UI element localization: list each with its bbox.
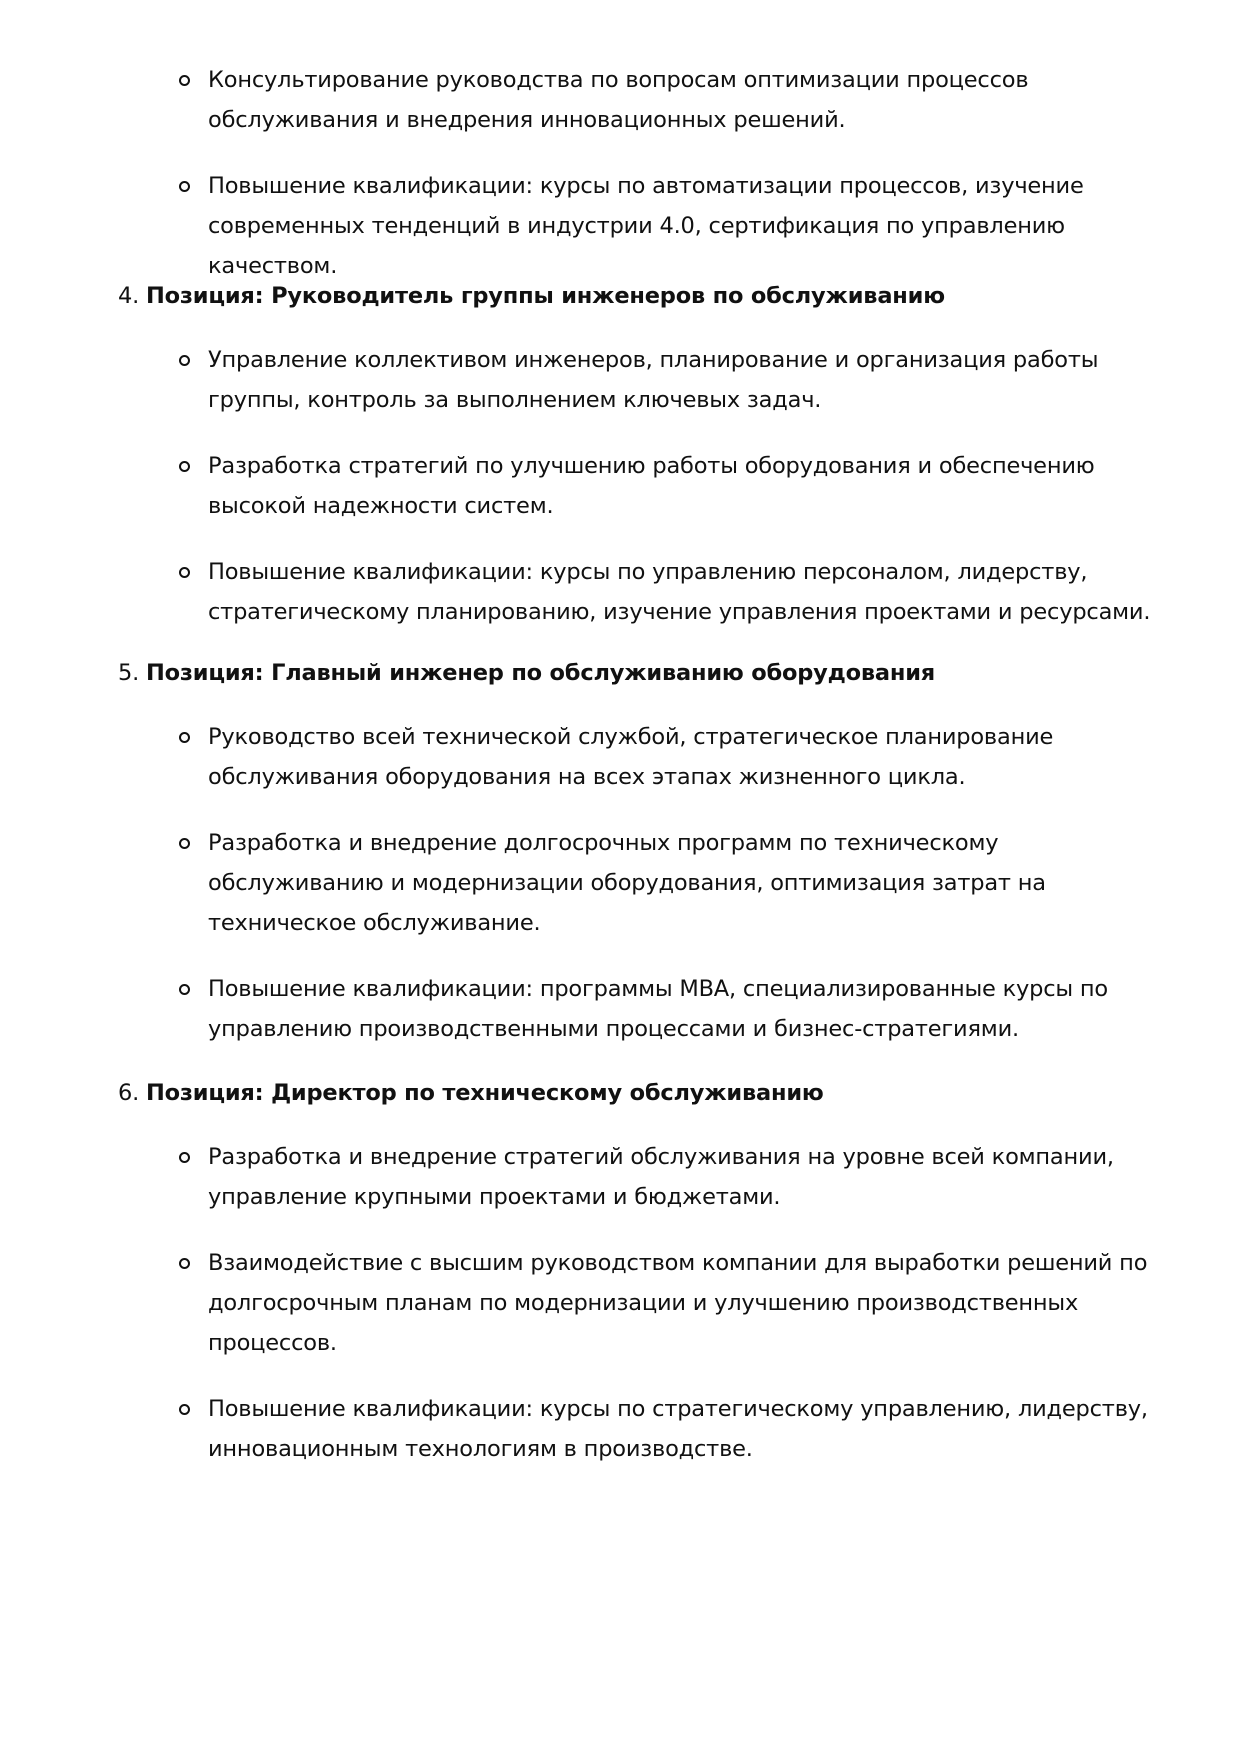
list-item-text: Повышение квалификации: программы MBA, специализированные курсы по управлению производственными процессами и бизнес-стратегиями.: [208, 976, 1108, 1042]
section-number: 5.: [118, 660, 140, 686]
bullet-circle-icon: [179, 1258, 190, 1269]
list-item: [178, 60, 1158, 140]
section-heading: [118, 276, 1158, 316]
list-item-text: Разработка и внедрение долгосрочных программ по техническому обслуживанию и модернизации оборудования, оптимизация затрат на техническое обслуживание.: [208, 830, 1046, 936]
list-item-text: Руководство всей технической службой, стратегическое планирование обслуживания оборудования на всех этапах жизненного цикла.: [208, 724, 1054, 790]
list-item-text: Повышение квалификации: курсы по автоматизации процессов, изучение современных тенденций в индустрии 4.0, сертификация по управлению качеством.: [208, 173, 1084, 279]
section-number: 6.: [118, 1080, 140, 1106]
section-bullet-list: [118, 717, 1158, 1049]
list-item: [178, 340, 1158, 420]
bullet-circle-icon: [179, 732, 190, 743]
continued-bullet-list: [178, 60, 1158, 312]
section-heading: [118, 1073, 1158, 1113]
bullet-circle-icon: [179, 1404, 190, 1415]
list-item-text: Управление коллективом инженеров, планирование и организация работы группы, контроль за выполнением ключевых задач.: [208, 347, 1099, 413]
list-item-text: Разработка и внедрение стратегий обслуживания на уровне всей компании, управление крупными проектами и бюджетами.: [208, 1144, 1114, 1210]
section-bullet-list: [118, 1137, 1158, 1469]
bullet-circle-icon: [179, 75, 190, 86]
section-position-5: [118, 653, 1158, 1075]
list-item-text: Повышение квалификации: курсы по управлению персоналом, лидерству, стратегическому планированию, изучение управления проектами и ресурсами.: [208, 559, 1151, 625]
bullet-circle-icon: [179, 355, 190, 366]
bullet-circle-icon: [179, 838, 190, 849]
section-position-4: [118, 276, 1158, 658]
list-item: [178, 969, 1158, 1049]
list-item: [178, 1243, 1158, 1363]
list-item: [178, 1137, 1158, 1217]
bullet-circle-icon: [179, 1152, 190, 1163]
list-item: [178, 717, 1158, 797]
list-item-text: Разработка стратегий по улучшению работы оборудования и обеспечению высокой надежности систем.: [208, 453, 1095, 519]
list-item: [178, 446, 1158, 526]
section-number: 4.: [118, 283, 140, 309]
bullet-circle-icon: [179, 461, 190, 472]
bullet-circle-icon: [179, 567, 190, 578]
section-heading: [118, 653, 1158, 693]
bullet-circle-icon: [179, 181, 190, 192]
list-item-text: Повышение квалификации: курсы по стратегическому управлению, лидерству, инновационным технологиям в производстве.: [208, 1396, 1148, 1462]
list-item: [178, 823, 1158, 943]
section-title: Позиция: Главный инженер по обслуживанию оборудования: [146, 660, 936, 686]
section-bullet-list: [118, 340, 1158, 632]
bullet-circle-icon: [179, 984, 190, 995]
section-position-6: [118, 1073, 1158, 1495]
list-item: [178, 1389, 1158, 1469]
list-item: [178, 166, 1158, 286]
list-item-text: Взаимодействие с высшим руководством компании для выработки решений по долгосрочным планам по модернизации и улучшению производственных процессов.: [208, 1250, 1148, 1356]
list-item-text: Консультирование руководства по вопросам оптимизации процессов обслуживания и внедрения инновационных решений.: [208, 67, 1029, 133]
section-title: Позиция: Руководитель группы инженеров по обслуживанию: [146, 283, 945, 309]
section-title: Позиция: Директор по техническому обслуживанию: [146, 1080, 824, 1106]
list-item: [178, 552, 1158, 632]
